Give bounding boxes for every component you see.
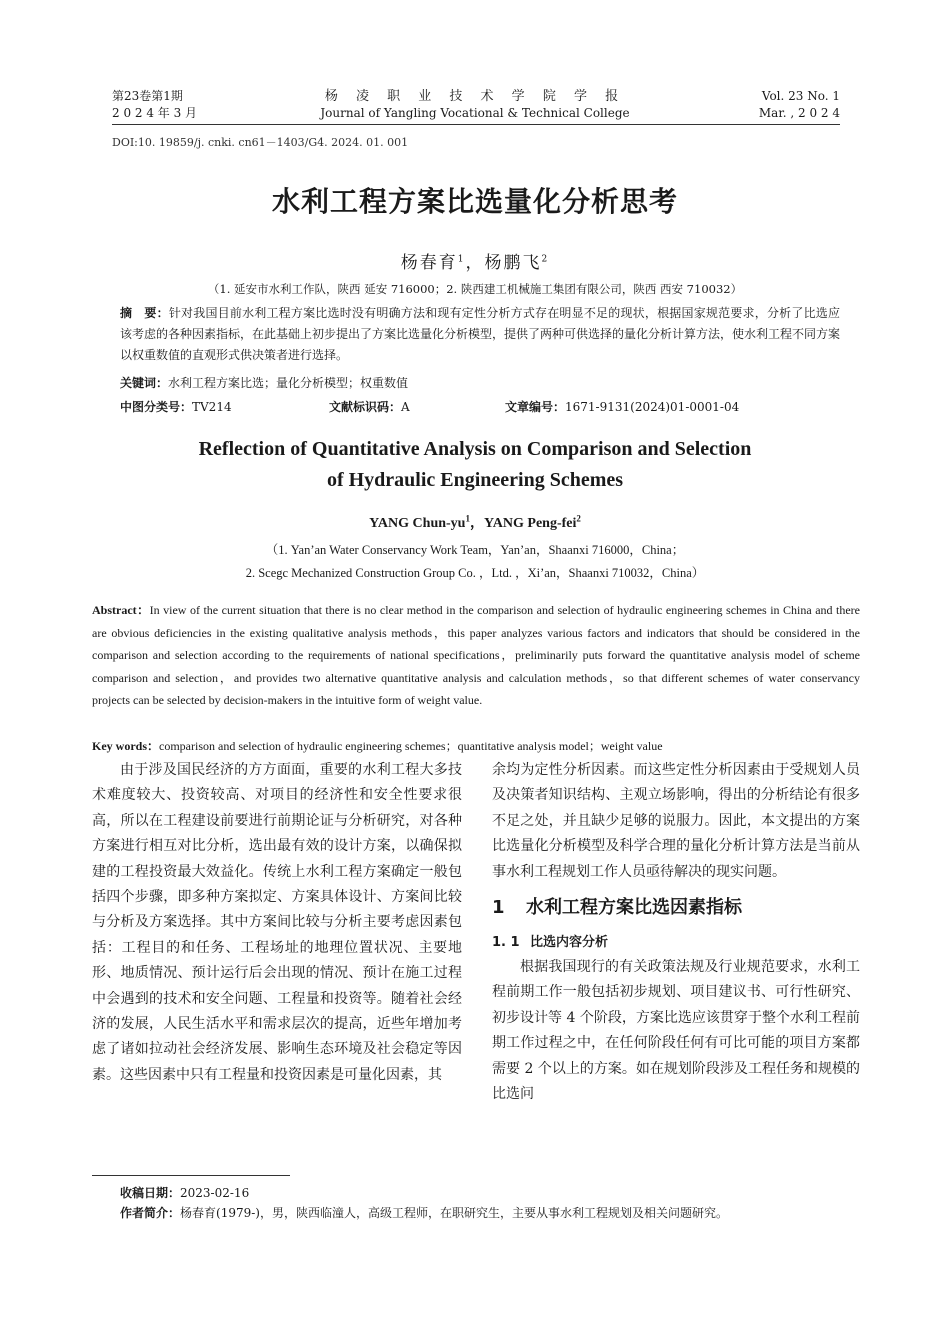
subsection-1-1-heading	[492, 931, 860, 955]
clc-label: 中图分类号：	[120, 400, 193, 414]
abstract-cn	[120, 303, 840, 366]
author-2-en-affil-mark: 2	[576, 513, 581, 524]
author-1-cn: 杨春育	[400, 253, 458, 273]
affiliations-cn: （1. 延安市水利工作队，陕西 延安 716000；2. 陕西建工机械施工集团有限公司，陕西 西安 710032）	[207, 282, 743, 296]
article-number-label: 文章编号：	[505, 400, 566, 414]
authors-en	[0, 512, 950, 532]
footnote-divider	[92, 1175, 290, 1176]
author-1-affil-mark: 1	[457, 254, 466, 265]
header-volume-issue: 第23卷第1期	[112, 89, 183, 103]
running-header-volume	[759, 88, 840, 122]
keywords-en-text: comparison and selection of hydraulic engineering schemes；quantitative analysis model；weight value	[159, 739, 663, 753]
author-2-cn: 杨鹏飞	[484, 253, 542, 273]
received-label: 收稿日期：	[120, 1186, 181, 1200]
abstract-en-text: In view of the current situation that there is no clear method in the comparison and selection of hydraulic engineering schemes in China and there are obvious deficiencies in the existing qualitative analysis methods，this paper analyzes various factors and indicators that should be considered in the comparison and selection according to the requirements of national specifications，preliminarily puts forward the quantitative analysis model of scheme comparison and selection，and provides two alternative quantitative analysis and calculation methods，so that different schemes of water conservancy projects can be selected by decision-makers in the intuitive form of weight value.	[92, 603, 860, 707]
abstract-cn-text: 针对我国目前水利工程方案比选时没有明确方法和现有定性分析方式存在明显不足的现状，根据国家规范要求，分析了比选应该考虑的各种因素指标，在此基础上初步提出了方案比选量化分析模型，提供了两种可供选择的量化分析计算方法，使水利工程不同方案以权重数值的直观形式供决策者进行选择。	[120, 306, 841, 362]
section-1-number: 1	[492, 897, 505, 919]
authors-cn	[0, 248, 950, 273]
doc-code-value: A	[401, 400, 410, 414]
paper-title-cn: 水利工程方案比选量化分析思考	[271, 185, 678, 218]
document-code	[329, 398, 410, 415]
journal-name-cn: 杨 凌 职 业 技 术 学 院 学 报	[324, 89, 626, 104]
author-separator: ，	[465, 253, 485, 273]
author-1-en: YANG Chun-yu	[369, 516, 466, 531]
header-date-cn: 2 0 2 4 年 3 月	[112, 106, 198, 120]
author-2-affil-mark: 2	[541, 254, 550, 265]
doi-line: DOI:10. 19859/j. cnki. cn61－1403/G4. 2024. 01. 001	[112, 136, 409, 149]
abstract-cn-label: 摘 要：	[120, 306, 169, 320]
intro-paragraph: 由于涉及国民经济的方方面面，重要的水利工程大多技术难度较大、投资较高、对项目的经济性和安全性要求很高，所以在工程建设前要进行前期论证与分析研究，对各种方案进行相互对比分析，选出最有效的设计方案，以确保拟建的工程投资最大效益化。传统上水利工程方案确定一般包括四个步骤，即多种方案拟定、方案具体设计、方案间比较与分析及方案选择。其中方案间比较与分析主要考虑因素包括：工程目的和任务、工程场址的地理位置状况、主要地形、地质情况、预计运行后会出现的情况、预计在施工过程中会遇到的技术和安全问题、工程量和投资等。随着社会经济的发展，人民生活水平和需求层次的提高，近些年增加考虑了诸如拉动社会经济发展、影响生态环境及社会稳定等因素。这些因素中只有工程量和投资因素是可量化因素，其	[92, 762, 462, 1083]
author-en-separator: ，	[469, 516, 484, 531]
section-1-heading	[492, 893, 860, 923]
abstract-en	[92, 599, 860, 712]
article-number	[505, 398, 739, 415]
subsection-1-1-paragraph: 根据我国现行的有关政策法规及行业规范要求，水利工程前期工作一般包括初步规划、项目建议书、可行性研究、初步设计等 4 个阶段，方案比选应该贯穿于整个水利工程前期工作过程之中，在任何阶段任何有可比可能的项目方案都需要 2 个以上的方案。如在规划阶段涉及工程任务和规模的比选问	[492, 959, 860, 1103]
affiliations-en	[0, 539, 950, 585]
keywords-en-label: Key words：	[92, 739, 159, 753]
running-header-journal	[300, 88, 650, 122]
doc-code-label: 文献标识码：	[329, 400, 402, 414]
body-left-column	[92, 758, 462, 1088]
keywords-cn-label: 关键词：	[120, 376, 169, 390]
running-header-issue	[112, 88, 197, 122]
clc-number	[120, 398, 232, 415]
author-2-en: YANG Peng-fei	[483, 516, 577, 531]
keywords-cn-text: 水利工程方案比选；量化分析模型；权重数值	[168, 376, 409, 390]
footnote-author-bio	[120, 1203, 860, 1223]
received-date: 2023-02-16	[180, 1186, 250, 1200]
footnote-received	[120, 1183, 860, 1203]
title-en-line-2: of Hydraulic Engineering Schemes	[326, 469, 624, 491]
author-bio-label: 作者简介：	[120, 1206, 181, 1220]
paper-title-en	[0, 434, 950, 496]
author-1-en-affil-mark: 1	[465, 513, 470, 524]
journal-name-en: Journal of Yangling Vocational & Technical College	[320, 106, 630, 120]
header-vol-no: Vol. 23 No. 1	[761, 89, 840, 103]
abstract-en-label: Abstract：	[92, 603, 150, 617]
intro-paragraph-continued: 余均为定性分析因素。而这些定性分析因素由于受规划人员及决策者知识结构、主观立场影响，得出的分析结论有很多不足之处，并且缺少足够的说服力。因此，本文提出的方案比选量化分析模型及科学合理的量化分析计算方法是当前从事水利工程规划工作人员亟待解决的现实问题。	[492, 762, 860, 880]
header-date-en: Mar. , 2 0 2 4	[758, 106, 840, 120]
body-right-column	[492, 758, 860, 1107]
subsection-1-1-number: 1. 1	[492, 935, 520, 951]
keywords-en	[92, 737, 663, 754]
affiliation-en-2: 2. Scegc Mechanized Construction Group Co. ，Ltd. ，Xi’an，Shaanxi 710032，China）	[245, 566, 705, 580]
affiliation-en-1: （1. Yan’an Water Conservancy Work Team，Yan’an，Shaanxi 716000，China；	[265, 543, 685, 557]
title-en-line-1: Reflection of Quantitative Analysis on Comparison and Selection	[198, 438, 752, 460]
subsection-1-1-title: 比选内容分析	[530, 935, 609, 951]
clc-value: TV214	[192, 400, 232, 414]
article-number-value: 1671-9131(2024)01-0001-04	[565, 400, 740, 414]
author-bio-text: 杨春育(1979-)，男，陕西临潼人，高级工程师，在职研究生，主要从事水利工程规划及相关问题研究。	[180, 1206, 728, 1220]
section-1-title: 水利工程方案比选因素指标	[526, 897, 742, 919]
keywords-cn	[120, 374, 408, 391]
header-divider	[112, 124, 840, 125]
